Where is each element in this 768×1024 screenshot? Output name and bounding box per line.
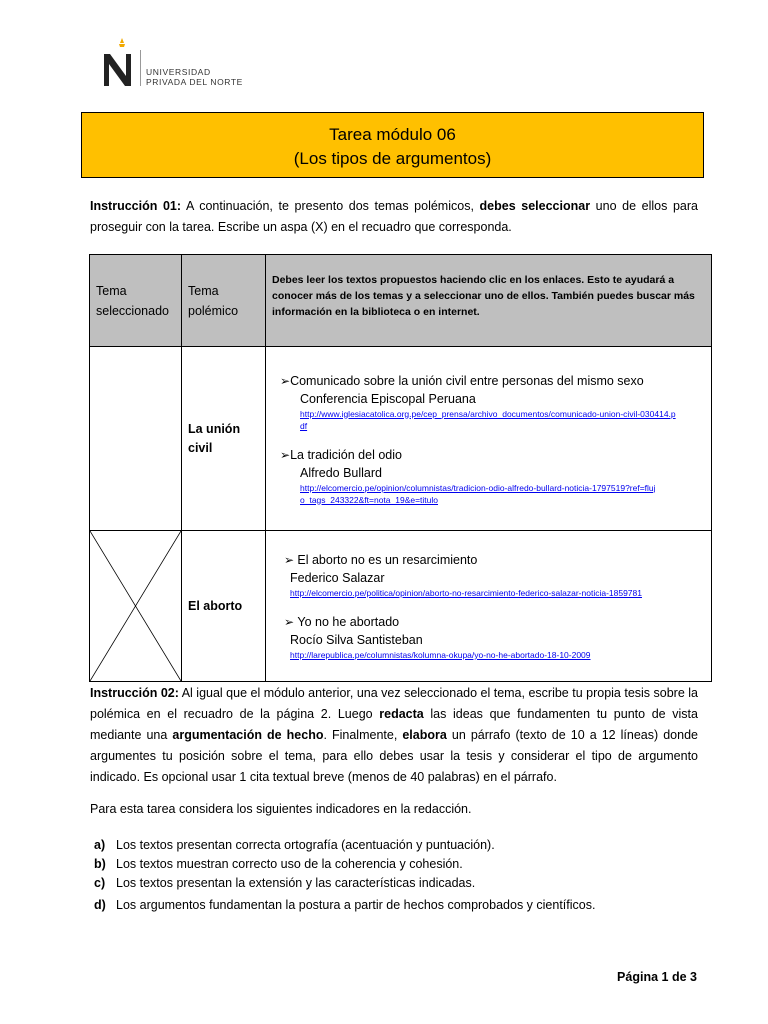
instruction-1-bold: debes seleccionar [479,199,591,213]
instruction-2-text: . Finalmente, [323,728,403,742]
instruction-1-label: Instrucción 01: [90,199,182,213]
reference-link[interactable]: http://larepublica.pe/columnistas/kolumna-okupa/yo-no-he-abortado-18-10-2009 [290,650,591,660]
header-topic: Tema polémico [182,255,266,347]
list-item [94,896,714,915]
instruction-2-bold: argumentación de hecho [172,728,324,742]
instruction-1 [90,196,698,238]
list-item [94,836,714,855]
topic-aborto: El aborto [182,531,266,682]
arrow-bullet-icon: ➢ [280,373,291,388]
reference-title: El aborto no es un resarcimiento [297,553,478,567]
references-aborto [266,531,712,682]
selection-box-union-civil[interactable] [90,347,182,531]
table-row [90,531,712,682]
instruction-2-text: Al igual que el módulo anterior, una vez seleccionado el tema, escribe tu propia tesis sobre la polémica en el recuadro de la página 2. Luego [90,686,698,721]
logo-text [146,67,243,87]
page-total: 3 [690,970,697,984]
instruction-2 [90,683,698,788]
reference-item [280,372,705,432]
page-of-word: de [671,970,687,984]
topics-table [89,254,712,682]
criteria-label: a) [94,838,106,852]
page-number [617,970,697,984]
reference-title: Yo no he abortado [297,615,400,629]
arrow-bullet-icon: ➢ [284,615,298,629]
university-logo [100,38,270,88]
instruction-2-text: un párrafo (texto de 10 a 12 líneas) donde argumentes tu posición sobre el tema, para ello debes usar la tesis y considerar el tipo de argumento indicado. Es opcional usar 1 cita textual breve (menos de 40 palabras) en el párrafo. [90,728,698,784]
reference-item [284,613,705,661]
criteria-intro: Para esta tarea considera los siguientes indicadores en la redacción. [90,802,472,816]
criteria-label: c) [94,876,106,890]
criteria-text: Los argumentos fundamentan la postura a partir de hechos comprobados y científicos. [116,898,596,912]
logo-separator [140,50,141,86]
reference-title: La tradición del odio [290,447,402,462]
arrow-bullet-icon: ➢ [280,447,291,462]
page-current: 1 [661,970,669,984]
criteria-label: b) [94,857,106,871]
selection-box-aborto[interactable] [90,531,182,682]
instruction-2-label: Instrucción 02: [90,686,179,700]
table-header-row [90,255,712,347]
instruction-1-text-b: uno de ellos para proseguir con la tarea. Escribe un aspa (X) en el recuadro que corresponda. [90,199,698,234]
instruction-2-bold: redacta [379,707,424,721]
reference-link[interactable]: http://elcomercio.pe/opinion/columnistas/tradicion-odio-alfredo-bullard-noticia-1797519?ref=flujo_tags_243322&ft=nota_19&e=titulo [300,482,656,505]
instruction-1-text-a: A continuación, te presento dos temas polémicos, [181,199,480,213]
logo-line-1: UNIVERSIDAD [146,67,211,77]
criteria-text: Los textos presentan correcta ortografía (acentuación y puntuación). [116,838,495,852]
assignment-subtitle: (Los tipos de argumentos) [293,149,492,168]
table-row [90,347,712,531]
reference-link[interactable]: http://elcomercio.pe/politica/opinion/aborto-no-resarcimiento-federico-salazar-noticia-1859781 [290,588,642,598]
reference-link[interactable]: http://www.iglesiacatolica.org.pe/cep_prensa/archivo_documentos/comunicado-union-civil-030414.pdf [300,408,676,431]
criteria-text: Los textos presentan la extensión y las características indicadas. [116,876,476,890]
instruction-2-text: las ideas que fundamenten tu punto de vista mediante una [90,707,698,742]
reference-item [284,551,705,599]
reference-author: Alfredo Bullard [300,465,382,480]
upn-logo-mark-icon [100,38,140,88]
list-item [94,855,714,874]
page-word: Página [617,970,659,984]
assignment-title-box [81,112,704,178]
logo-line-2: PRIVADA DEL NORTE [146,77,243,87]
header-selected: Tema seleccionado [90,255,182,347]
reference-author: Rocío Silva Santisteban [290,633,423,647]
criteria-label: d) [94,898,106,912]
instruction-2-bold: elabora [402,728,447,742]
reference-title: Comunicado sobre la unión civil entre personas del mismo sexo [290,373,644,388]
cross-mark-icon [90,531,181,681]
reference-author: Federico Salazar [290,571,385,585]
arrow-bullet-icon: ➢ [284,553,298,567]
header-note: Debes leer los textos propuestos haciendo clic en los enlaces. Esto te ayudará a conocer más de los temas y a seleccionar uno de ellos. También puedes buscar más información en la biblioteca o en internet. [266,255,712,347]
topic-union-civil: La unión civil [182,347,266,531]
criteria-text: Los textos muestran correcto uso de la coherencia y cohesión. [116,857,463,871]
criteria-list [94,836,714,915]
references-union-civil [266,347,712,531]
reference-item [280,446,705,506]
list-item [94,874,714,893]
reference-author: Conferencia Episcopal Peruana [300,391,476,406]
assignment-title: Tarea módulo 06 [329,125,456,144]
